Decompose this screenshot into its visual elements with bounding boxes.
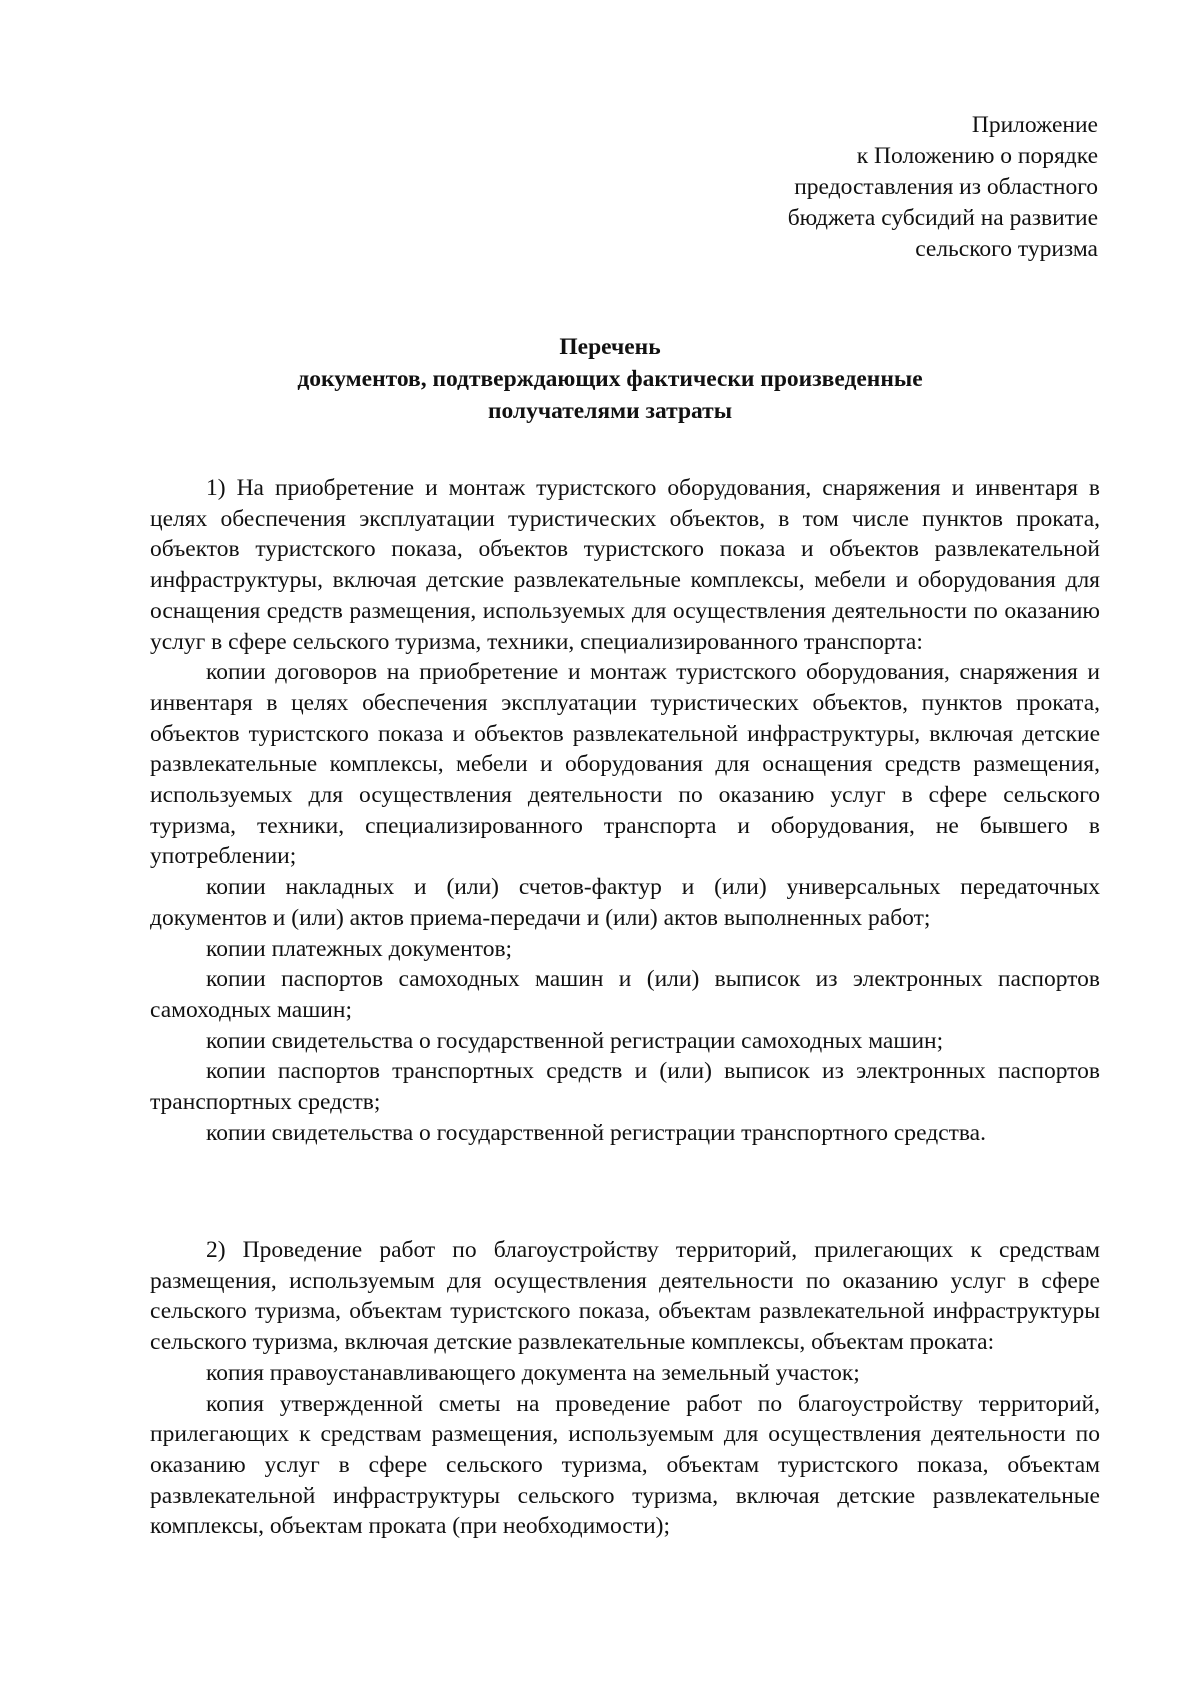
section-1-heading-paragraph: 1) На приобретение и монтаж туристского оборудования, снаряжения и инвентаря в целях обеспечения эксплуатации туристических объектов, в том числе пунктов проката, объектов туристского показа, объектов туристского показа и объектов развлекательной инфраструктуры, включая детские развлекательные комплексы, мебели и оборудования для оснащения средств размещения, используемых для осуществления деятельности по оказанию услуг в сфере сельского туризма, техники, специализированного транспорта: <box>150 475 1100 655</box>
appendix-header <box>788 110 1098 265</box>
list-item: копии свидетельства о государственной регистрации самоходных машин; <box>206 1027 944 1054</box>
header-line: Приложение <box>971 112 1098 138</box>
title-line: документов, подтверждающих фактически произведенные <box>297 366 923 392</box>
list-item: копия утвержденной сметы на проведение работ по благоустройству территорий, прилегающих к средствам размещения, используемым для осуществления деятельности по оказанию услуг в сфере сельского туризма, объектам туристского показа, объектам развлекательной инфраструктуры сельского туризма, включая детские развлекательные комплексы, объектам проката (при необходимости); <box>150 1390 1100 1540</box>
list-item: копии паспортов самоходных машин и (или) выписок из электронных паспортов самоходных машин; <box>150 966 1100 1023</box>
list-item: копии платежных документов; <box>206 935 513 962</box>
list-item: копия правоустанавливающего документа на земельный участок; <box>206 1359 860 1386</box>
title-line: Перечень <box>559 334 661 360</box>
list-item: копии договоров на приобретение и монтаж туристского оборудования, снаряжения и инвентаря в целях обеспечения эксплуатации туристических объектов, пунктов проката, объектов туристского показа и объектов развлекательной инфраструктуры, включая детские развлекательные комплексы, мебели и оборудования для оснащения средств размещения, используемых для осуществления деятельности по оказанию услуг в сфере сельского туризма, техники, специализированного транспорта и оборудования, не бывшего в употреблении; <box>150 659 1100 870</box>
header-line: предоставления из областного <box>794 174 1098 200</box>
section-2-heading-paragraph: 2) Проведение работ по благоустройству территорий, прилегающих к средствам размещения, используемым для осуществления деятельности по оказанию услуг в сфере сельского туризма, объектам туристского показа, объектам развлекательной инфраструктуры сельского туризма, включая детские развлекательные комплексы, объектам проката: <box>150 1237 1100 1356</box>
list-item: копии паспортов транспортных средств и (или) выписок из электронных паспортов транспортных средств; <box>150 1058 1100 1116</box>
list-item: копии накладных и (или) счетов-фактур и (или) универсальных передаточных документов и (или) актов приема-передачи и (или) актов выполненных работ; <box>150 874 1100 931</box>
header-line: к Положению о порядке <box>856 143 1098 169</box>
header-line: сельского туризма <box>915 236 1098 262</box>
header-line: бюджета субсидий на развитие <box>787 205 1098 231</box>
section-1 <box>150 473 1100 1148</box>
list-item: копии свидетельства о государственной регистрации транспортного средства. <box>206 1119 986 1146</box>
section-2 <box>150 1235 1100 1542</box>
title-line: получателями затраты <box>487 398 733 424</box>
document-title <box>150 331 1070 427</box>
